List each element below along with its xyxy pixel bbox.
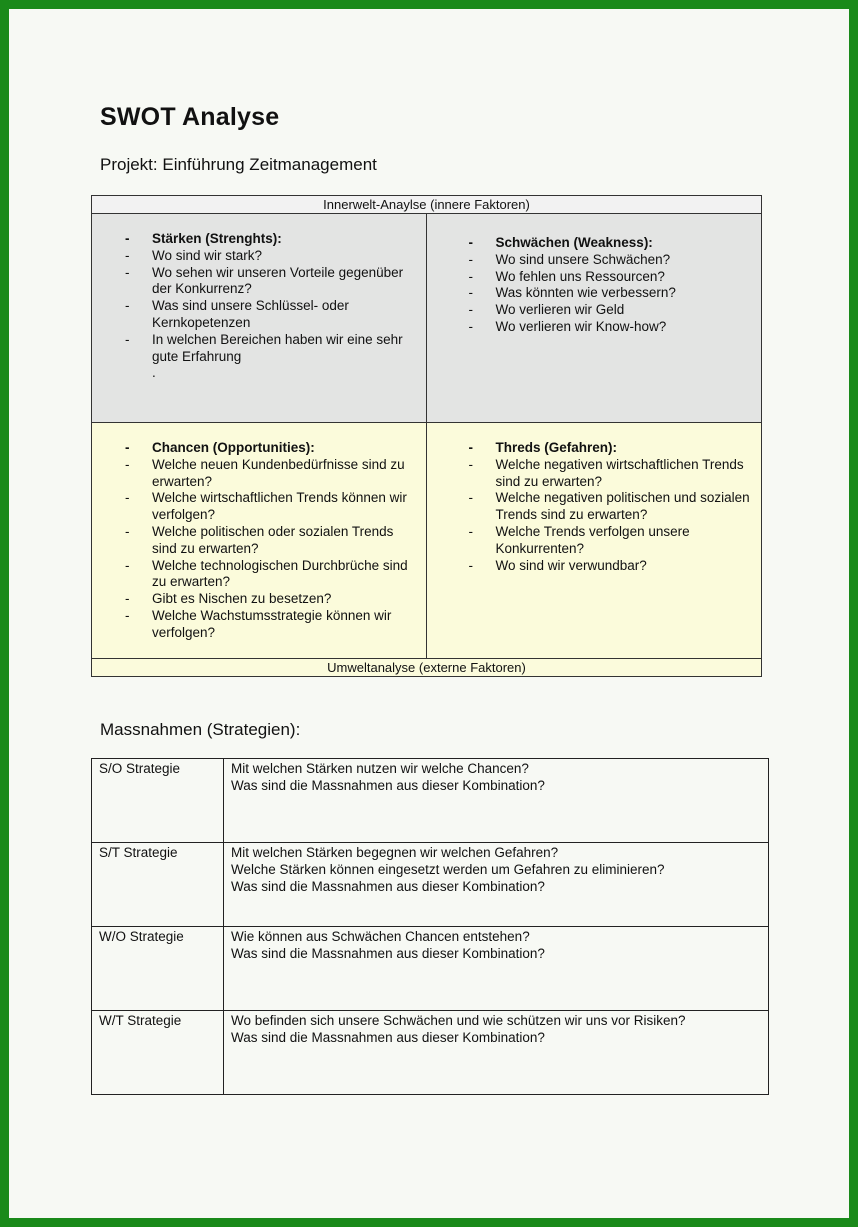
table-row xyxy=(92,1011,769,1095)
list-item: - Welche negativen wirtschaftlichen Trends sind zu erwarten? xyxy=(460,457,752,491)
list-item: - Was sind unsere Schlüssel- oder Kernkopetenzen xyxy=(116,298,416,332)
list-item: - Was könnten wie verbessern? xyxy=(460,285,752,302)
list-item: - Wo sind wir stark? xyxy=(116,248,416,265)
measures-heading: Massnahmen (Strategien): xyxy=(100,720,301,739)
strategy-label: W/O Strategie xyxy=(92,927,224,1011)
list-item: - Wo verlieren wir Geld xyxy=(460,302,752,319)
question-line: Welche Stärken können eingesetzt werden um Gefahren zu eliminieren? xyxy=(231,861,665,877)
question-line: Mit welchen Stärken nutzen wir welche Chancen? xyxy=(231,761,529,776)
threats-cell xyxy=(427,423,762,661)
opportunities-heading: - Chancen (Opportunities): xyxy=(116,440,416,457)
strengths-heading: - Stärken (Strenghts): xyxy=(116,231,416,248)
list-item: - Wo sind wir verwundbar? xyxy=(460,558,752,575)
document-page xyxy=(9,9,849,1218)
table-row xyxy=(92,843,769,927)
strategy-questions xyxy=(224,927,769,1011)
strengths-cell xyxy=(92,214,427,422)
list-item: - In welchen Bereichen haben wir eine sehr gute Erfahrung xyxy=(116,332,416,366)
question-line: Was sind die Massnahmen aus dieser Kombination? xyxy=(231,945,545,961)
swot-footer: Umweltanalyse (externe Faktoren) xyxy=(92,658,761,676)
list-item: - Welche Trends verfolgen unsere Konkurrenten? xyxy=(460,524,752,558)
table-row xyxy=(92,927,769,1011)
question-line: Mit welchen Stärken begegnen wir welchen Gefahren? xyxy=(231,845,559,860)
swot-external-row xyxy=(92,423,761,661)
question-line: Was sind die Massnahmen aus dieser Kombination? xyxy=(231,1029,545,1045)
strategy-label: W/T Strategie xyxy=(92,1011,224,1095)
question-line: Wo befinden sich unsere Schwächen und wie schützen wir uns vor Risiken? xyxy=(231,1013,686,1028)
swot-matrix xyxy=(91,195,762,677)
weaknesses-list xyxy=(460,235,752,336)
strategy-questions xyxy=(224,759,769,843)
threats-heading: - Threds (Gefahren): xyxy=(460,440,752,457)
list-item: - Welche neuen Kundenbedürfnisse sind zu erwarten? xyxy=(116,457,416,491)
strategy-label: S/T Strategie xyxy=(92,843,224,927)
list-item: - Welche wirtschaftlichen Trends können wir verfolgen? xyxy=(116,490,416,524)
opportunities-cell xyxy=(92,423,427,661)
list-item: - Gibt es Nischen zu besetzen? xyxy=(116,591,416,608)
list-item: - Wo fehlen uns Ressourcen? xyxy=(460,269,752,286)
list-item: - Welche technologischen Durchbrüche sind zu erwarten? xyxy=(116,558,416,592)
list-item: - Wo sind unsere Schwächen? xyxy=(460,252,752,269)
list-item: - Welche Wachstumsstrategie können wir verfolgen? xyxy=(116,608,416,642)
swot-internal-row xyxy=(92,214,761,423)
opportunities-list xyxy=(116,440,416,642)
strategy-label: S/O Strategie xyxy=(92,759,224,843)
weaknesses-cell xyxy=(427,214,762,422)
table-row xyxy=(92,759,769,843)
page-title: SWOT Analyse xyxy=(100,103,280,131)
list-item: - Welche politischen oder sozialen Trends sind zu erwarten? xyxy=(116,524,416,558)
list-item: - Wo sehen wir unseren Vorteile gegenüber der Konkurrenz? xyxy=(116,265,416,299)
list-item: - Welche negativen politischen und sozialen Trends sind zu erwarten? xyxy=(460,490,752,524)
strengths-list xyxy=(116,231,416,382)
strategy-questions xyxy=(224,843,769,927)
list-item: - Wo verlieren wir Know-how? xyxy=(460,319,752,336)
trailing-dot: . xyxy=(152,365,156,381)
project-subtitle: Projekt: Einführung Zeitmanagement xyxy=(100,155,377,174)
threats-list xyxy=(460,440,752,574)
question-line: Wie können aus Schwächen Chancen entstehen? xyxy=(231,929,530,944)
weaknesses-heading: - Schwächen (Weakness): xyxy=(460,235,752,252)
strategy-table xyxy=(91,758,769,1095)
question-line: Was sind die Massnahmen aus dieser Kombination? xyxy=(231,777,545,793)
strategy-questions xyxy=(224,1011,769,1095)
swot-header: Innerwelt-Anaylse (innere Faktoren) xyxy=(92,196,761,214)
question-line: Was sind die Massnahmen aus dieser Kombination? xyxy=(231,878,545,894)
